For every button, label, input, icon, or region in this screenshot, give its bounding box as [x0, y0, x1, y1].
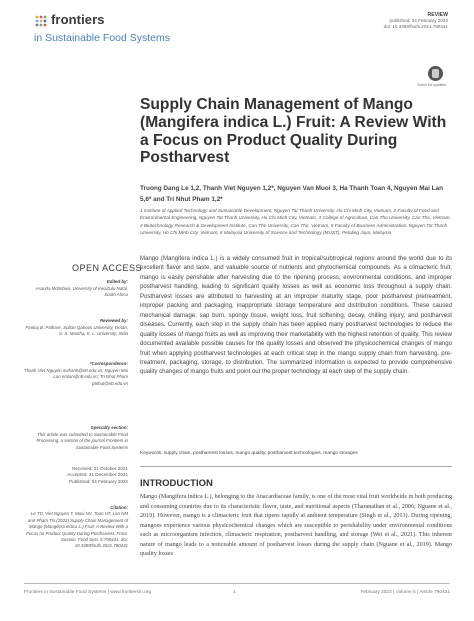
brand-wordmark: frontiers — [51, 12, 105, 27]
edited-by-text: Asanda Mditshwa, University of KwaZulu-Natal, South Africa — [35, 285, 128, 297]
check-updates-label[interactable]: Check for updates — [416, 83, 446, 87]
open-access-label: OPEN ACCESS — [72, 263, 143, 273]
published-date-side: Published: 04 February 2022 — [69, 478, 128, 484]
keywords: Keywords: supply chain, postharvest losses, mango quality, postharvest technologies, mango storages — [140, 451, 358, 456]
affiliations: 1 Institute of Applied Technology and Sustainable Development, Nguyen Tat Thanh University, Ho Chi Minh City, Vietnam, 2 Faculty of Food and Environmental Engineering, Nguyen Tat Thanh University, Ho Chi Minh City, Vietnam, 3 College of Agriculture, Can Tho University, Can Tho, Vietnam, 4 Biotechnology Research & Development Institute, Can Tho University, Can Tho, Vietnam, 5 Faculty of Business Administration, Nguyen Tat Thanh University, Ho Chi Minh City, Vietnam, 6 Malaysia University of Science and Technology (MUST), Petaling Jaya, Malaysia — [140, 208, 451, 235]
doi-link[interactable]: doi: 10.3389/fsufs.2021.790431 — [383, 24, 448, 30]
footer-journal[interactable]: Frontiers in Sustainable Food Systems | www.frontiersin.org — [24, 590, 152, 595]
specialty-text: This article was submitted to Sustainable Food Processing, a section of the journal Frontiers in Sustainable Food Systems — [36, 431, 128, 450]
citation-text: Le TD, Viet Nguyen T, Muoi NV, Toan HT, Lan NM and Pham TN (2022) Supply Chain Management of Mango (Mangifera indica L.) Fruit: A Review With a Focus on Product Quality During Postharvest. Front. Sustain. Food Syst. 5:790431. doi: 10.3389/fsufs.2021.790431 — [26, 511, 128, 549]
correspondence-heading: *Correspondence: — [89, 361, 128, 366]
article-type: REVIEW — [427, 12, 448, 18]
article-meta — [384, 12, 448, 31]
journal-name: in Sustainable Food Systems — [34, 32, 170, 44]
specialty-section — [24, 425, 128, 451]
edited-by-heading: Edited by: — [106, 279, 128, 284]
received-date: Received: 21 October 2021 — [72, 466, 128, 471]
citation-heading: Citation: — [110, 505, 128, 510]
reviewed-by-heading: Reviewed by: — [99, 318, 128, 323]
correspondence — [24, 361, 128, 387]
abstract-text: Mango (Mangifera indica L.) is a widely consumed fruit in tropical/subtropical regions around the world due to its excellent flavor and taste, and valuable source of nutrients and phytochemical compounds. As a climacteric fruit, mango is easily perishable after harvesting due to the ripening process, environmental conditions, and improper postharvest handling, leading to significant quality losses as well as economic loss throughout a supply chain. Postharvest losses are attributed to harvesting at an improper maturity stage, poor postharvest pretreatment, improper packing and packaging, inappropriate storage temperature and distribution conditions. These caused mechanical damage, sap burn, spongy tissue, weight loss, fruit softening, decay, chilling injury, and postharvest diseases. Currently, each step in the supply chain has been applied many postharvest technologies to reduce the quality losses of mango fruits as well as improving their marketability with the highest retention of quality. This review documented available possible causes for the quality losses and observed the physicochemical changes of mango fruit when applying postharvest technologies at each critical step in the mango supply chain from harvesting, pre-treatment, packaging, storage, to distribution. The summarized information is expected to provide comprehensive quality changes of mango fruits and point out the proper technology at each step of the supply chain. — [140, 256, 452, 376]
specialty-heading: Specialty section: — [90, 425, 128, 430]
published-date: published: 04 February 2022 — [389, 18, 448, 24]
accepted-date: Accepted: 31 December 2021 — [67, 472, 128, 478]
check-updates-icon[interactable] — [428, 66, 443, 81]
reviewed-by-text: Pankaj B. Pathare, Sultan Qaboos University, Oman; S. S. Mantha, K. L. University, India — [25, 324, 128, 336]
edited-by — [24, 279, 128, 299]
footer-divider — [24, 583, 450, 584]
reviewed-by — [24, 318, 128, 338]
intro-text: Mango (Mangifera indica L.), belonging to the Anacardiaceae family, is one of the most vital fruit worldwide in both producing and consuming countries due to its characteristic flavor, taste, and nutritional aspects (Tharanathan et al., 2006; Nguane et al., 2019). However, mango is a climacteric fruit that ripens rapidly at ambient temperature (Singh et al., 2013). During ripening, mangoes experience various physicochemical changes which are susceptible to perishability under environmental conditions such as microorganism infection, climacteric respiration, postharvest handling, and storage (Wei et al., 2021). This inherent nature of mango leads to a noticeable amount of postharvest losses during the supply chain (Nguane et al., 2019). Mango quality losses — [140, 494, 452, 557]
footer-issue: February 2022 | Volume 5 | Article 790431 — [360, 590, 450, 595]
article-dates — [24, 466, 128, 485]
intro-heading: INTRODUCTION — [140, 478, 213, 489]
article-title: Supply Chain Management of Mango (Mangifera indica L.) Fruit: A Review With a Focus on Product Quality During Postharvest — [140, 96, 447, 167]
author-list: Truong Dang Le 1,2, Thanh Viet Nguyen 1,2*, Nguyen Van Muoi 3, Ha Thanh Toan 4, Nguyen Mai Lan 5,6* and Tri Nhut Pham 1,2* — [140, 185, 444, 203]
section-divider — [140, 466, 452, 467]
footer-page-number: 1 — [233, 590, 236, 595]
citation-block — [24, 505, 128, 550]
frontiers-logo-icon — [34, 14, 48, 28]
correspondence-text[interactable]: Thanh Viet Nguyen nvthanh@ntt.edu.vn; Nguyen Mai Lan nmlan@ntt.edu.vn; Tri Nhut Pham ptnhut@ntt.edu.vn — [24, 367, 128, 386]
